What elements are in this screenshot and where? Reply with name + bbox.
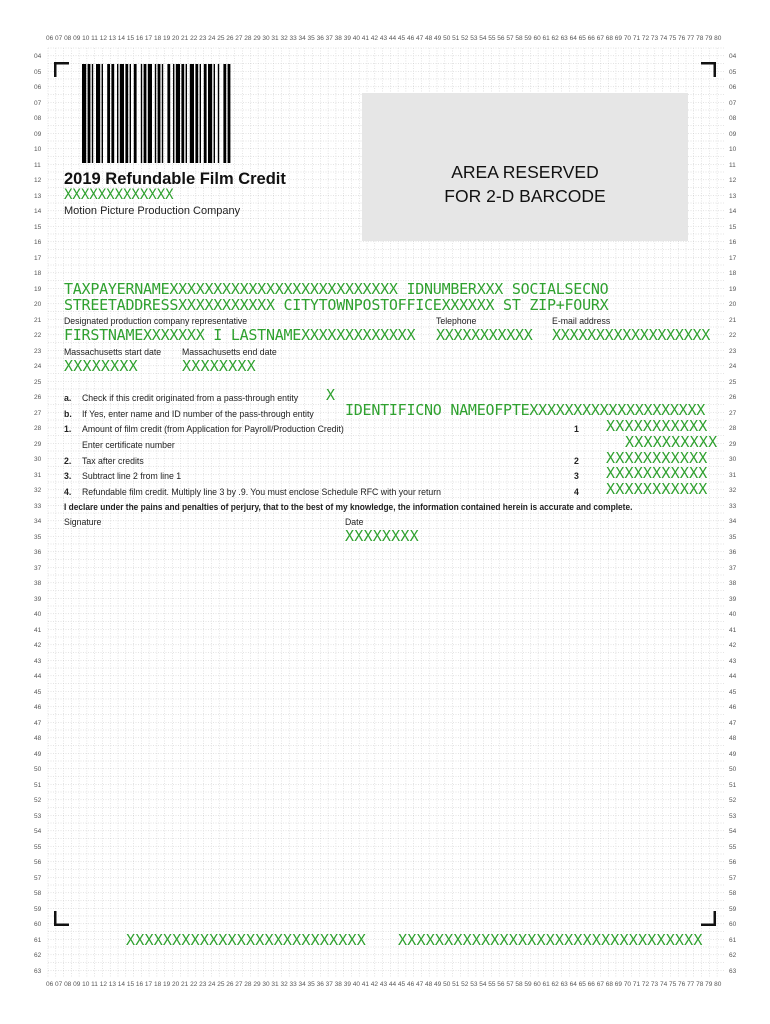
row-number-right: 11 bbox=[729, 161, 736, 169]
row-number-right: 38 bbox=[729, 580, 737, 587]
representative-field[interactable]: FIRSTNAMEXXXXXXX I LASTNAMEXXXXXXXXXXXXX bbox=[64, 326, 416, 344]
row-number-left: 57 bbox=[34, 874, 42, 882]
line-1-key: 1. bbox=[64, 424, 72, 435]
line-2-key: 2. bbox=[64, 456, 72, 467]
reserved-line-2: FOR 2-D BARCODE bbox=[444, 186, 606, 206]
row-number-left: 46 bbox=[34, 704, 42, 711]
barcode-bar bbox=[134, 64, 137, 163]
row-number-left: 41 bbox=[34, 626, 42, 634]
row-number-right: 43 bbox=[729, 657, 737, 665]
row-number-right: 42 bbox=[729, 642, 737, 649]
row-number-left: 21 bbox=[34, 316, 42, 324]
start-date-field[interactable]: XXXXXXXX bbox=[64, 357, 138, 375]
row-number-left: 05 bbox=[34, 68, 42, 76]
row-number-right: 52 bbox=[729, 797, 737, 804]
row-number-left: 42 bbox=[34, 642, 42, 649]
row-number-right: 12 bbox=[729, 177, 737, 184]
row-number-left: 07 bbox=[34, 99, 42, 107]
row-number-right: 45 bbox=[729, 688, 737, 696]
row-number-right: 17 bbox=[729, 254, 737, 262]
signature-label: Signature bbox=[64, 517, 102, 528]
row-number-right: 41 bbox=[729, 626, 737, 634]
row-number-left: 40 bbox=[34, 611, 42, 618]
row-number-left: 34 bbox=[34, 518, 42, 525]
barcode-bar bbox=[181, 64, 184, 163]
certificate-label: Enter certificate number bbox=[82, 440, 175, 451]
reserved-line-1: AREA RESERVED bbox=[451, 162, 599, 182]
row-number-right: 13 bbox=[729, 192, 737, 200]
row-number-left: 47 bbox=[34, 719, 42, 727]
row-number-left: 04 bbox=[34, 53, 42, 60]
row-number-left: 52 bbox=[34, 797, 42, 804]
barcode-bar bbox=[190, 64, 194, 163]
line-1-label: Amount of film credit (from Application for Payroll/Production Credit) bbox=[82, 424, 344, 435]
row-number-left: 15 bbox=[34, 223, 42, 231]
row-number-right: 05 bbox=[729, 68, 737, 76]
barcode-bar bbox=[214, 64, 215, 163]
barcode-bar bbox=[111, 64, 114, 163]
line-a-key: a. bbox=[64, 393, 72, 404]
line-4-amount[interactable]: XXXXXXXXXXX bbox=[606, 480, 708, 498]
barcode-bar bbox=[228, 64, 231, 163]
row-number-left: 55 bbox=[34, 843, 42, 851]
pass-through-checkbox[interactable]: X bbox=[326, 386, 336, 404]
row-number-left: 50 bbox=[34, 766, 42, 773]
row-number-right: 07 bbox=[729, 99, 737, 107]
barcode-bar bbox=[218, 64, 219, 163]
row-number-right: 62 bbox=[729, 952, 737, 959]
barcode-bar bbox=[173, 64, 174, 163]
row-number-left: 62 bbox=[34, 952, 42, 959]
row-number-left: 14 bbox=[34, 208, 42, 215]
row-number-right: 25 bbox=[729, 378, 737, 386]
line-3-label: Subtract line 2 from line 1 bbox=[82, 471, 182, 482]
row-number-right: 09 bbox=[729, 130, 737, 138]
row-number-left: 37 bbox=[34, 564, 42, 572]
barcode-bar bbox=[155, 64, 156, 163]
signature-date-field[interactable]: XXXXXXXX bbox=[345, 527, 419, 545]
row-number-right: 59 bbox=[729, 905, 737, 913]
row-number-right: 39 bbox=[729, 595, 737, 603]
email-field[interactable]: XXXXXXXXXXXXXXXXXX bbox=[552, 326, 711, 344]
row-number-right: 18 bbox=[729, 270, 737, 277]
row-number-left: 11 bbox=[34, 161, 41, 169]
row-number-right: 14 bbox=[729, 208, 737, 215]
date-label: Date bbox=[345, 517, 364, 528]
line-4-key: 4. bbox=[64, 487, 72, 498]
barcode-bar bbox=[167, 64, 170, 163]
barcode-bar bbox=[200, 64, 201, 163]
row-number-left: 29 bbox=[34, 440, 42, 448]
row-number-left: 30 bbox=[34, 456, 42, 463]
row-number-left: 28 bbox=[34, 425, 42, 432]
row-number-right: 58 bbox=[729, 890, 737, 897]
footer-code-right: XXXXXXXXXXXXXXXXXXXXXXXXXXXXXXXXX bbox=[398, 931, 703, 949]
row-number-right: 08 bbox=[729, 115, 737, 122]
row-number-left: 61 bbox=[34, 936, 42, 944]
row-number-right: 61 bbox=[729, 936, 737, 944]
row-number-right: 24 bbox=[729, 363, 737, 370]
barcode-bar bbox=[186, 64, 187, 163]
row-number-left: 45 bbox=[34, 688, 42, 696]
barcode-bar bbox=[130, 64, 131, 163]
row-number-right: 22 bbox=[729, 332, 737, 339]
row-number-left: 36 bbox=[34, 549, 42, 556]
line-b-label: If Yes, enter name and ID number of the pass-through entity bbox=[82, 409, 314, 420]
bottom-left-corner-mark bbox=[54, 910, 70, 926]
row-number-left: 22 bbox=[34, 332, 42, 339]
row-number-right: 32 bbox=[729, 487, 737, 494]
row-number-left: 49 bbox=[34, 750, 42, 758]
row-number-right: 26 bbox=[729, 394, 737, 401]
row-number-right: 19 bbox=[729, 285, 737, 293]
reserved-area-label bbox=[362, 160, 688, 208]
row-number-right: 46 bbox=[729, 704, 737, 711]
row-number-left: 12 bbox=[34, 177, 42, 184]
row-number-right: 53 bbox=[729, 812, 737, 820]
barcode-bar bbox=[148, 64, 152, 163]
barcode-bar bbox=[102, 64, 103, 163]
barcode-bar bbox=[144, 64, 147, 163]
row-number-left: 44 bbox=[34, 673, 42, 680]
row-number-left: 48 bbox=[34, 735, 42, 742]
row-number-right: 57 bbox=[729, 874, 737, 882]
row-number-left: 33 bbox=[34, 502, 42, 510]
row-number-left: 54 bbox=[34, 828, 42, 835]
barcode-bar bbox=[117, 64, 118, 163]
row-number-left: 39 bbox=[34, 595, 42, 603]
row-number-left: 26 bbox=[34, 394, 42, 401]
bottom-right-corner-mark bbox=[700, 910, 716, 926]
barcode-bar bbox=[223, 64, 226, 163]
top-column-scale: 06 07 08 09 10 11 12 13 14 15 16 17 18 19 20 21 22 23 24 25 26 27 28 29 30 31 32 33 34 35 36 37 38 39 40 41 42 43 44 45 46 47 48 49 50 51 52 53 54 55 56 57 58 59 60 61 62 63 64 65 66 67 68 69 70 71 72 73 74 75 76 77 78 79 80 bbox=[46, 35, 722, 42]
barcode-bar bbox=[208, 64, 212, 163]
row-number-right: 20 bbox=[729, 301, 737, 308]
row-number-right: 51 bbox=[729, 781, 737, 789]
taxpayer-line: TAXPAYERNAMEXXXXXXXXXXXXXXXXXXXXXXXXXX IDNUMBERXXX SOCIALSECNO bbox=[64, 280, 609, 298]
end-date-field[interactable]: XXXXXXXX bbox=[182, 357, 256, 375]
pass-through-entity-field[interactable]: IDENTIFICNO NAMEOFPTEXXXXXXXXXXXXXXXXXXXX bbox=[345, 401, 706, 419]
barcode-bar bbox=[195, 64, 198, 163]
row-number-left: 18 bbox=[34, 270, 42, 277]
row-number-right: 47 bbox=[729, 719, 737, 727]
row-number-left: 63 bbox=[34, 967, 42, 975]
barcode-bar bbox=[82, 64, 86, 163]
line-1-number: 1 bbox=[574, 424, 579, 435]
row-number-left: 25 bbox=[34, 378, 42, 386]
row-number-right: 31 bbox=[729, 471, 737, 479]
form-title: 2019 Refundable Film Credit bbox=[64, 170, 286, 188]
barcode-bar bbox=[88, 64, 91, 163]
row-number-left: 19 bbox=[34, 285, 42, 293]
top-left-corner-mark bbox=[54, 62, 70, 78]
row-number-left: 51 bbox=[34, 781, 42, 789]
representative-label: Designated production company representative bbox=[64, 316, 248, 327]
row-number-right: 21 bbox=[729, 316, 737, 324]
row-number-right: 34 bbox=[729, 518, 737, 525]
row-number-right: 40 bbox=[729, 611, 737, 618]
row-number-right: 27 bbox=[729, 409, 737, 417]
row-number-left: 59 bbox=[34, 905, 42, 913]
row-number-right: 10 bbox=[729, 146, 737, 153]
row-number-right: 04 bbox=[729, 53, 737, 60]
row-number-left: 16 bbox=[34, 239, 42, 246]
barcode-bar bbox=[96, 64, 100, 163]
barcode-bar bbox=[176, 64, 180, 163]
row-number-right: 29 bbox=[729, 440, 737, 448]
row-number-right: 36 bbox=[729, 549, 737, 556]
row-number-right: 49 bbox=[729, 750, 737, 758]
barcode-bar bbox=[120, 64, 124, 163]
bottom-column-scale: 06 07 08 09 10 11 12 13 14 15 16 17 18 19 20 21 22 23 24 25 26 27 28 29 30 31 32 33 34 35 36 37 38 39 40 41 42 43 44 45 46 47 48 49 50 51 52 53 54 55 56 57 58 59 60 61 62 63 64 65 66 67 68 69 70 71 72 73 74 75 76 77 78 79 80 bbox=[46, 981, 722, 988]
row-number-left: 13 bbox=[34, 192, 42, 200]
declaration-text: I declare under the pains and penalties of perjury, that to the best of my knowledge, the information contained herein is accurate and complete. bbox=[64, 502, 633, 513]
barcode-bar bbox=[204, 64, 207, 163]
barcode-bar bbox=[158, 64, 161, 163]
row-number-right: 06 bbox=[729, 84, 737, 91]
line-2-amount[interactable]: XXXXXXXXXXX bbox=[606, 449, 708, 467]
row-number-right: 15 bbox=[729, 223, 737, 231]
row-number-left: 43 bbox=[34, 657, 42, 665]
address-line: STREETADDRESSXXXXXXXXXXX CITYTOWNPOSTOFFICEXXXXXX ST ZIP+FOURX bbox=[64, 296, 609, 314]
top-right-corner-mark bbox=[700, 62, 716, 78]
row-number-right: 23 bbox=[729, 347, 737, 355]
barcode-bar bbox=[125, 64, 128, 163]
row-number-left: 60 bbox=[34, 921, 42, 928]
row-number-left: 09 bbox=[34, 130, 42, 138]
line-2-label: Tax after credits bbox=[82, 456, 144, 467]
row-number-left: 23 bbox=[34, 347, 42, 355]
end-date-label: Massachusetts end date bbox=[182, 347, 277, 358]
row-number-left: 35 bbox=[34, 533, 42, 541]
line-1-amount[interactable]: XXXXXXXXXXX bbox=[606, 417, 708, 435]
start-date-label: Massachusetts start date bbox=[64, 347, 162, 358]
row-number-right: 16 bbox=[729, 239, 737, 246]
row-number-right: 56 bbox=[729, 859, 737, 866]
row-number-left: 06 bbox=[34, 84, 42, 91]
row-number-left: 27 bbox=[34, 409, 42, 417]
form-subtitle: Motion Picture Production Company bbox=[64, 205, 241, 217]
barcode-bar bbox=[92, 64, 93, 163]
row-number-left: 08 bbox=[34, 115, 42, 122]
barcode-bar bbox=[107, 64, 110, 163]
line-3-key: 3. bbox=[64, 471, 72, 482]
certificate-number-field[interactable]: XXXXXXXXXX bbox=[625, 433, 718, 451]
barcode-bar bbox=[141, 64, 142, 163]
row-number-right: 55 bbox=[729, 843, 737, 851]
row-number-right: 35 bbox=[729, 533, 737, 541]
row-number-left: 38 bbox=[34, 580, 42, 587]
row-number-right: 50 bbox=[729, 766, 737, 773]
row-number-right: 28 bbox=[729, 425, 737, 432]
row-number-left: 32 bbox=[34, 487, 42, 494]
barcode-1d bbox=[82, 64, 316, 163]
row-number-right: 63 bbox=[729, 967, 737, 975]
email-label: E-mail address bbox=[552, 316, 611, 327]
row-number-right: 44 bbox=[729, 673, 737, 680]
footer-code-left: XXXXXXXXXXXXXXXXXXXXXXXXXX bbox=[126, 931, 366, 949]
row-number-left: 58 bbox=[34, 890, 42, 897]
row-number-left: 56 bbox=[34, 859, 42, 866]
form-title-fill: XXXXXXXXXXXXX bbox=[64, 187, 174, 203]
line-2-number: 2 bbox=[574, 456, 579, 467]
line-4-label: Refundable film credit. Multiply line 3 by .9. You must enclose Schedule RFC with your return bbox=[82, 487, 442, 498]
row-number-right: 54 bbox=[729, 828, 737, 835]
line-a-label: Check if this credit originated from a pass-through entity bbox=[82, 393, 299, 404]
row-number-right: 33 bbox=[729, 502, 737, 510]
row-number-right: 37 bbox=[729, 564, 737, 572]
row-number-left: 17 bbox=[34, 254, 42, 262]
telephone-field[interactable]: XXXXXXXXXXX bbox=[436, 326, 533, 344]
line-3-number: 3 bbox=[574, 471, 579, 482]
row-number-left: 10 bbox=[34, 146, 42, 153]
row-number-left: 53 bbox=[34, 812, 42, 820]
telephone-label: Telephone bbox=[436, 316, 477, 327]
line-b-key: b. bbox=[64, 409, 72, 420]
row-number-right: 48 bbox=[729, 735, 737, 742]
line-3-amount[interactable]: XXXXXXXXXXX bbox=[606, 464, 708, 482]
line-4-number: 4 bbox=[574, 487, 579, 498]
row-number-right: 30 bbox=[729, 456, 737, 463]
row-number-right: 60 bbox=[729, 921, 737, 928]
barcode-bar bbox=[162, 64, 163, 163]
row-number-left: 20 bbox=[34, 301, 42, 308]
row-number-left: 31 bbox=[34, 471, 42, 479]
row-number-left: 24 bbox=[34, 363, 42, 370]
